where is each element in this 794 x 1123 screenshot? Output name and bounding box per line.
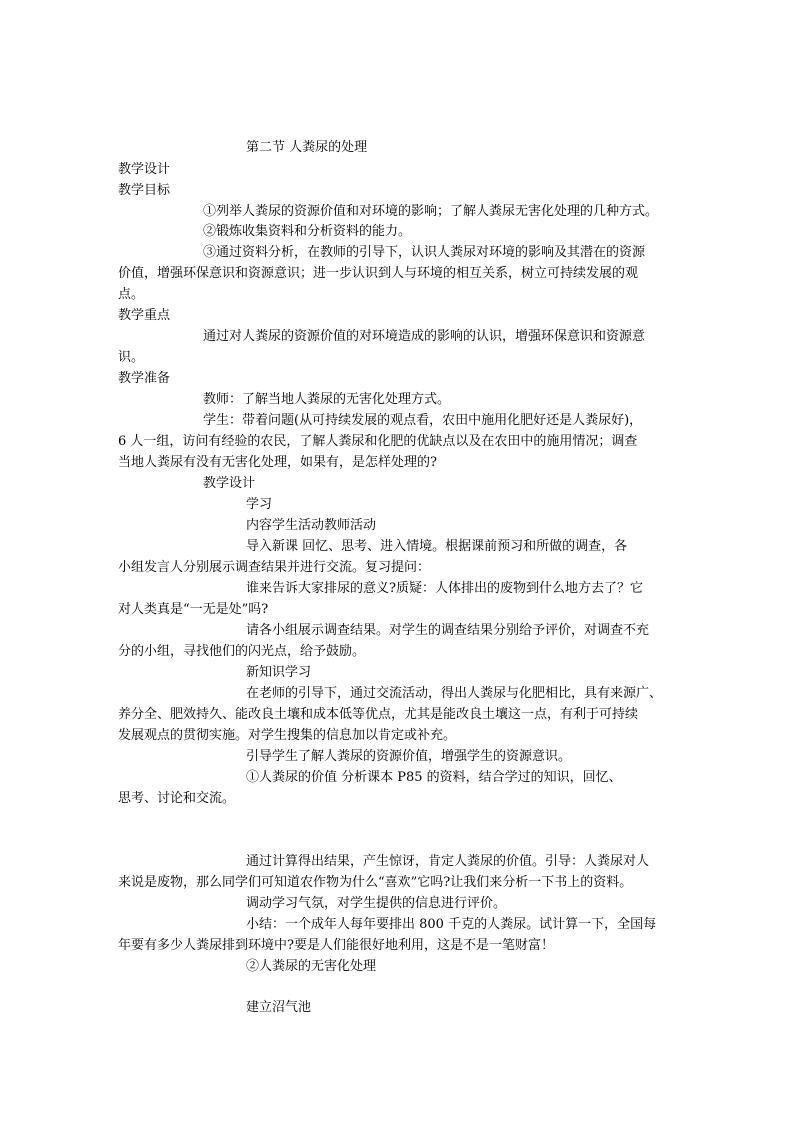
prep-student-line-1: 学生：带着问题(从可持续发展的观点看，农田中施用化肥好还是人粪尿好)， <box>203 413 643 428</box>
resource-line: 引导学生了解人粪尿的资源价值，增强学生的资源意识。 <box>246 749 572 764</box>
ask-line-1: 谁来告诉大家排尿的意义?质疑：人体排出的废物到什么地方去了？它 <box>246 581 643 596</box>
summary-line-1: 小结：一个成年人每年要排出 800 千克的人粪尿。试计算一下，全国每 <box>246 917 657 932</box>
calc-line-1: 通过计算得出结果，产生惊讶，肯定人粪尿的价值。引导：人粪尿对人 <box>246 854 650 869</box>
harmless-heading: ②人粪尿的无害化处理 <box>246 959 377 974</box>
columns-label: 内容学生活动教师活动 <box>246 518 377 533</box>
focus-line-1: 通过对人粪尿的资源价值的对环境造成的影响的认识，增强环保意识和资源意 <box>203 329 646 344</box>
value-line-1: ①人粪尿的价值 分析课本 P85 的资料，结合学过的知识，回忆、 <box>246 770 622 785</box>
page-title: 第二节 人粪尿的处理 <box>246 140 368 155</box>
heading-teaching-goals: 教学目标 <box>118 183 171 198</box>
atmosphere-line: 调动学习气氛，对学生提供的信息进行评价。 <box>246 896 507 911</box>
heading-teaching-prep: 教学准备 <box>118 371 171 386</box>
intro-line-2: 小组发言人分别展示调查结果并进行交流。复习提问： <box>118 560 431 575</box>
goal-3-line-3: 点。 <box>118 287 145 302</box>
summary-line-2: 年要有多少人粪尿排到环境中?要是人们能很好地利用，这是不是一笔财富！ <box>118 938 554 953</box>
guide-line-3: 发展观点的贯彻实施。对学生搜集的信息加以肯定或补充。 <box>118 728 457 743</box>
goal-3-line-2: 价值，增强环保意识和资源意识；进一步认识到人与环境的相互关系，树立可持续发展的观 <box>118 266 639 281</box>
prep-student-line-3: 当地人粪尿有没有无害化处理，如果有，是怎样处理的? <box>118 455 437 470</box>
goal-1: ①列举人粪尿的资源价值和对环境的影响；了解人粪尿无害化处理的几种方式。 <box>203 204 659 219</box>
prep-teacher: 教师：了解当地人粪尿的无害化处理方式。 <box>203 392 451 407</box>
goal-2: ②锻炼收集资料和分析资料的能力。 <box>203 224 412 239</box>
study-label: 学习 <box>246 497 273 512</box>
heading-teaching-focus: 教学重点 <box>118 308 171 323</box>
eval-line-1: 请各小组展示调查结果。对学生的调查结果分别给予评价，对调查不充 <box>246 623 650 638</box>
heading-teaching-design-2: 教学设计 <box>203 476 256 491</box>
prep-student-line-2: 6 人一组，访问有经验的农民，了解人粪尿和化肥的优缺点以及在农田中的施用情况；调查 <box>118 434 638 449</box>
focus-line-2: 识。 <box>118 350 145 365</box>
guide-line-1: 在老师的引导下，通过交流活动，得出人粪尿与化肥相比，具有来源广、 <box>246 686 663 701</box>
calc-line-2: 来说是废物，那么同学们可知道农作物为什么“喜欢”它吗?让我们来分析一下书上的资料。 <box>118 875 633 890</box>
value-line-2: 思考、讨论和交流。 <box>118 791 236 806</box>
goal-3-line-1: ③通过资料分析，在教师的引导下，认识人粪尿对环境的影响及其潜在的资源 <box>203 245 646 260</box>
ask-line-2: 对人类真是“一无是处”吗? <box>118 602 269 617</box>
heading-teaching-design: 教学设计 <box>118 162 171 177</box>
intro-line-1: 导入新课 回忆、思考、进入情境。根据课前预习和所做的调查，各 <box>246 539 628 554</box>
new-knowledge-label: 新知识学习 <box>246 665 312 680</box>
biogas-line: 建立沼气池 <box>246 1000 312 1015</box>
eval-line-2: 分的小组，寻找他们的闪光点，给予鼓励。 <box>118 644 366 659</box>
guide-line-2: 养分全、肥效持久、能改良土壤和成本低等优点，尤其是能改良土壤这一点，有利于可持续 <box>118 707 639 722</box>
